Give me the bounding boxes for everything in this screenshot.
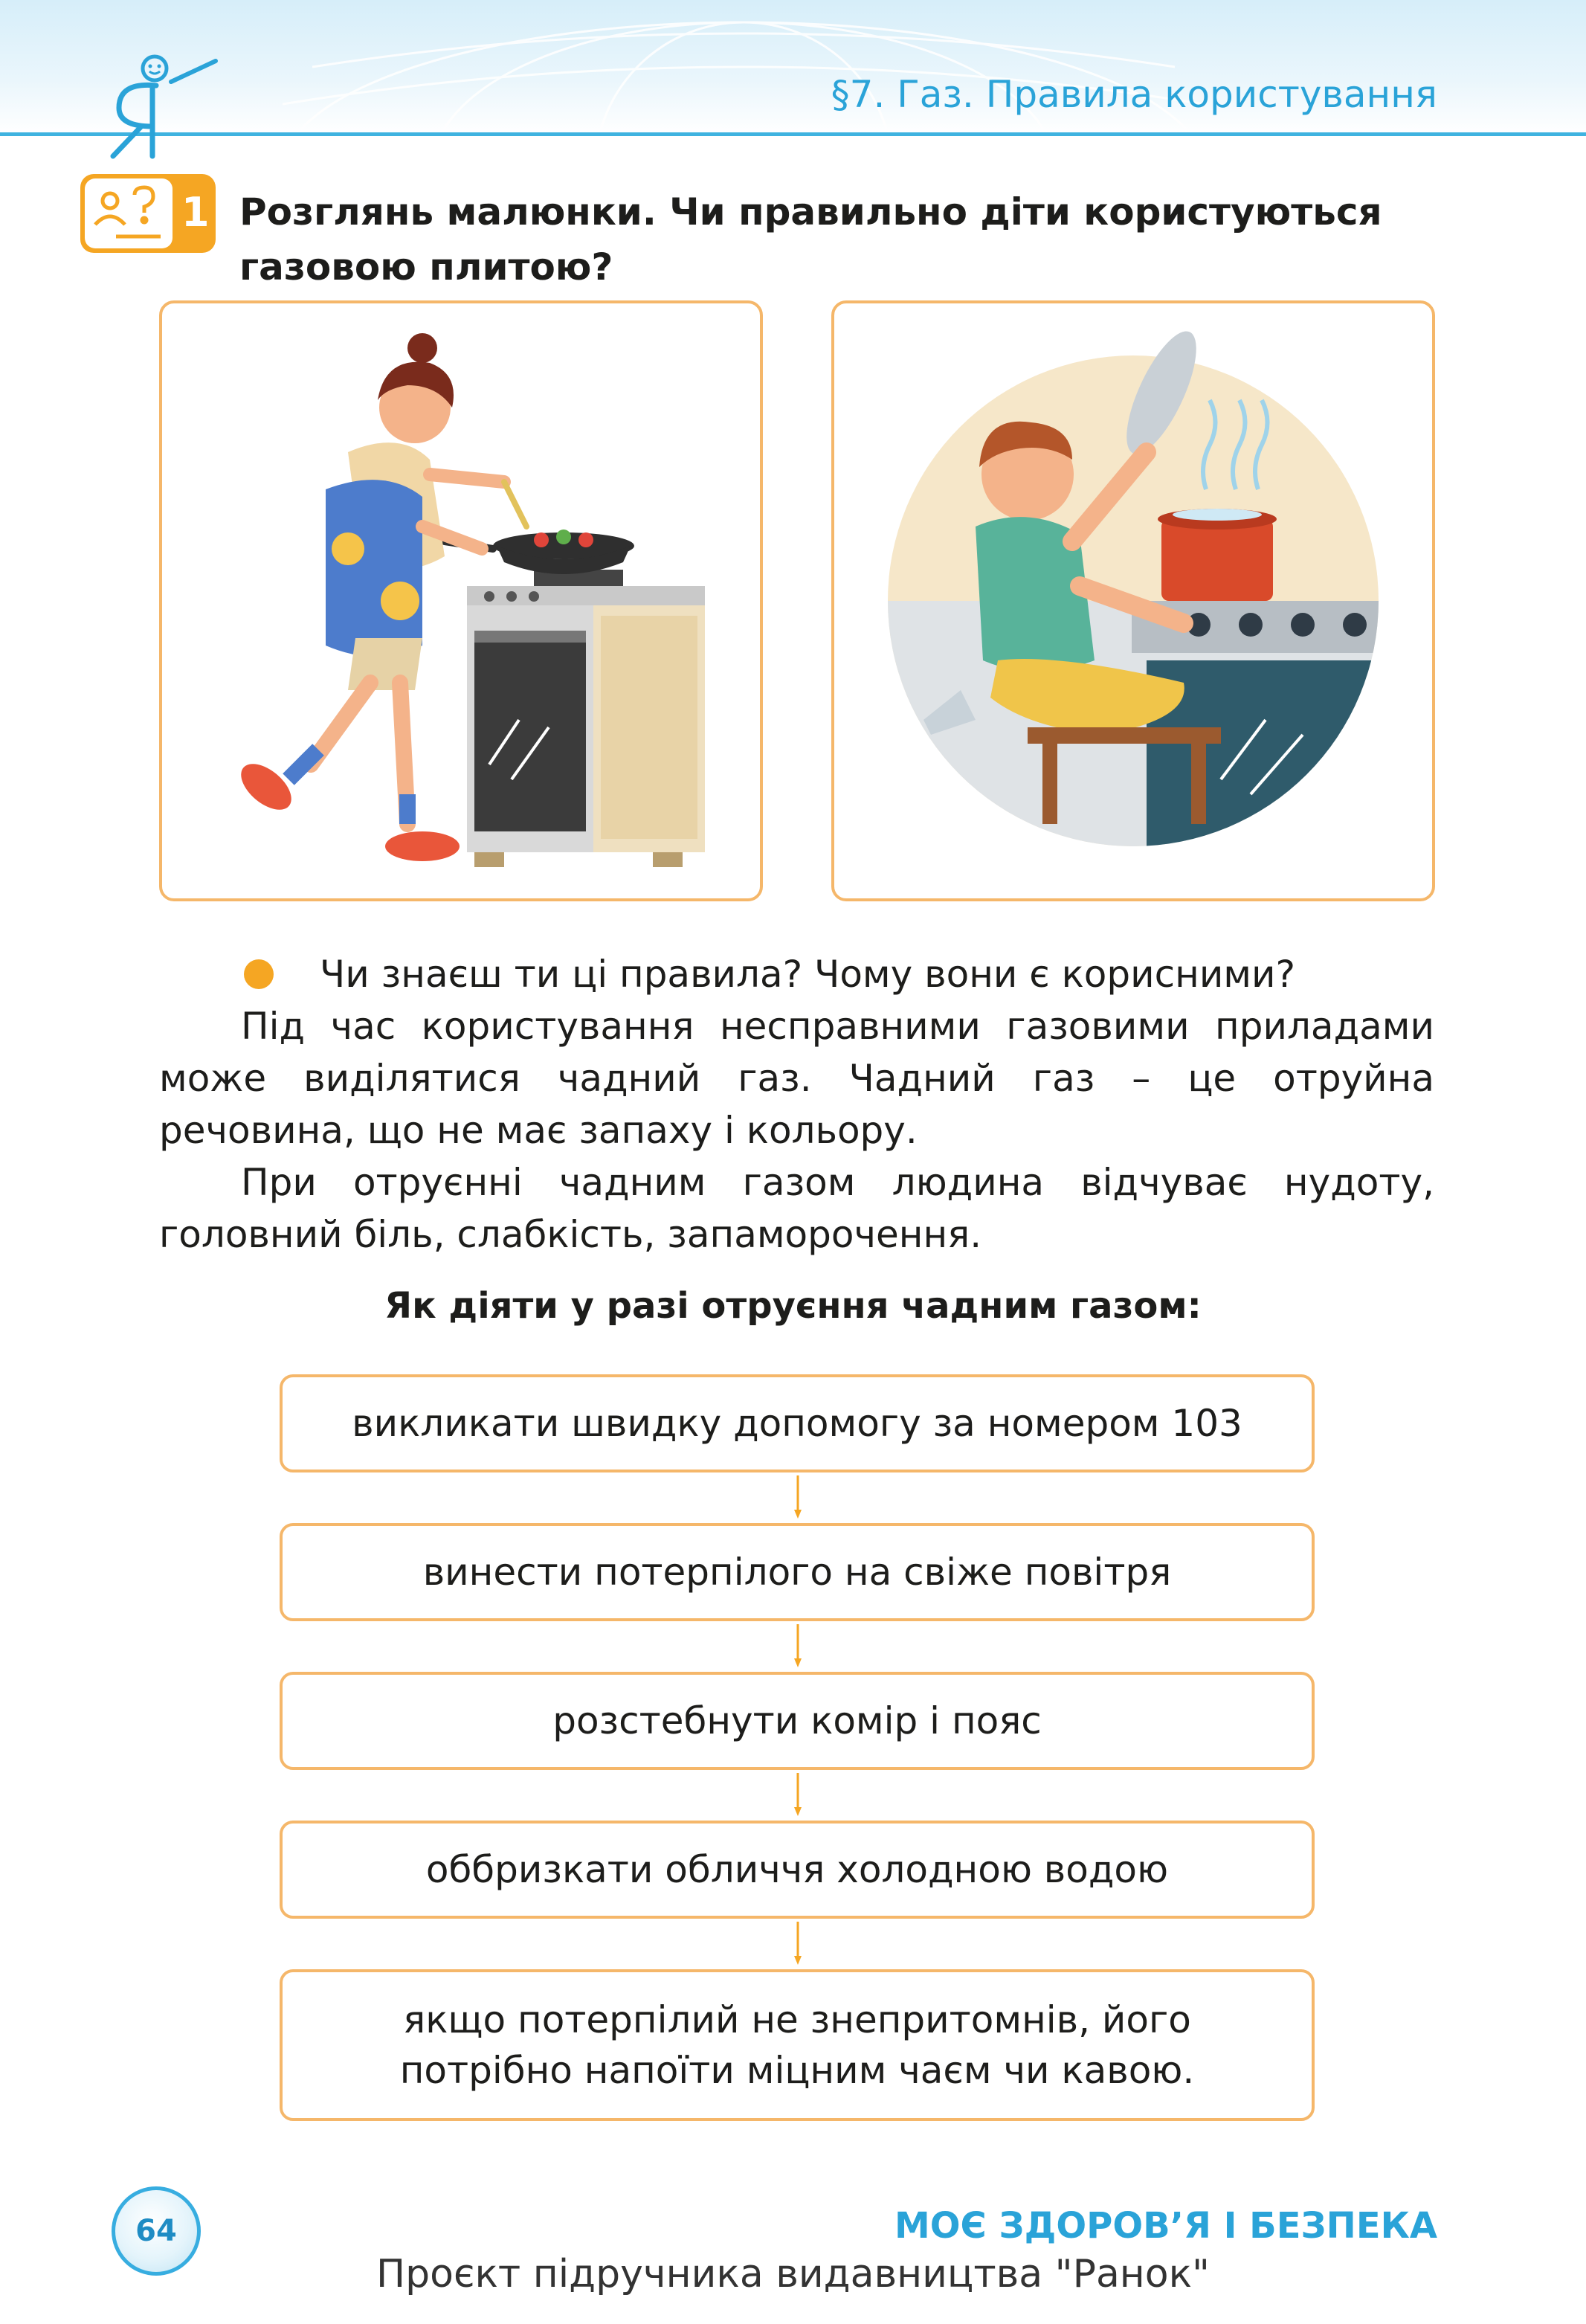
arrow-down-icon xyxy=(794,1624,802,1669)
section-title: §7. Газ. Правила користування xyxy=(831,73,1437,116)
task-badge xyxy=(79,173,217,254)
question-text: Чи знаєш ти ці правила? Чому вони є корисними? xyxy=(320,953,1296,996)
illustration-girl-cooking xyxy=(159,300,763,901)
boy-cooking-image xyxy=(834,303,1432,898)
smiley-ya-logo-icon xyxy=(97,52,223,164)
arrow-down-icon xyxy=(794,1475,802,1520)
page-number: 64 xyxy=(112,2186,201,2276)
step-strong-tea: якщо потерпілий не знепритомнів, його потрібно напоїти міцним чаєм чи кавою. xyxy=(280,1969,1315,2121)
girl-cooking-image xyxy=(162,303,760,898)
paragraph-symptoms: При отруєнні чадним газом людина відчуває нудоту, головний біль, слабкість, запаморочення. xyxy=(159,1161,1434,1256)
header-divider xyxy=(0,132,1586,136)
step-splash-water: оббризкати обличчя холодною водою xyxy=(280,1821,1315,1919)
arrow-down-icon xyxy=(794,1922,802,1966)
task-number: 1 xyxy=(181,189,210,236)
paragraph-carbon-monoxide: Під час користування несправними газовими приладами може виділятися чадний газ. Чадний газ – це отруйна речовина, що не має запаху і кольору. xyxy=(159,1005,1434,1152)
illustration-boy-cooking xyxy=(831,300,1435,901)
task-instruction: Розглянь малюнки. Чи правильно діти користуються газовою плитою? xyxy=(239,190,1382,289)
arrow-down-icon xyxy=(794,1773,802,1818)
publisher-note: Проєкт підручника видавництва "Ранок" xyxy=(376,2252,1210,2296)
step-call-ambulance: викликати швидку допомогу за номером 103 xyxy=(280,1374,1315,1472)
step-fresh-air: винести потерпілого на свіже повітря xyxy=(280,1523,1315,1621)
steps-heading: Як діяти у разі отруєння чадним газом: xyxy=(384,1285,1202,1327)
book-title: МОЄ ЗДОРОВ’Я І БЕЗПЕКА xyxy=(894,2205,1437,2247)
bullet-dot xyxy=(244,959,274,989)
step-loosen-collar: розстебнути комір і пояс xyxy=(280,1672,1315,1770)
